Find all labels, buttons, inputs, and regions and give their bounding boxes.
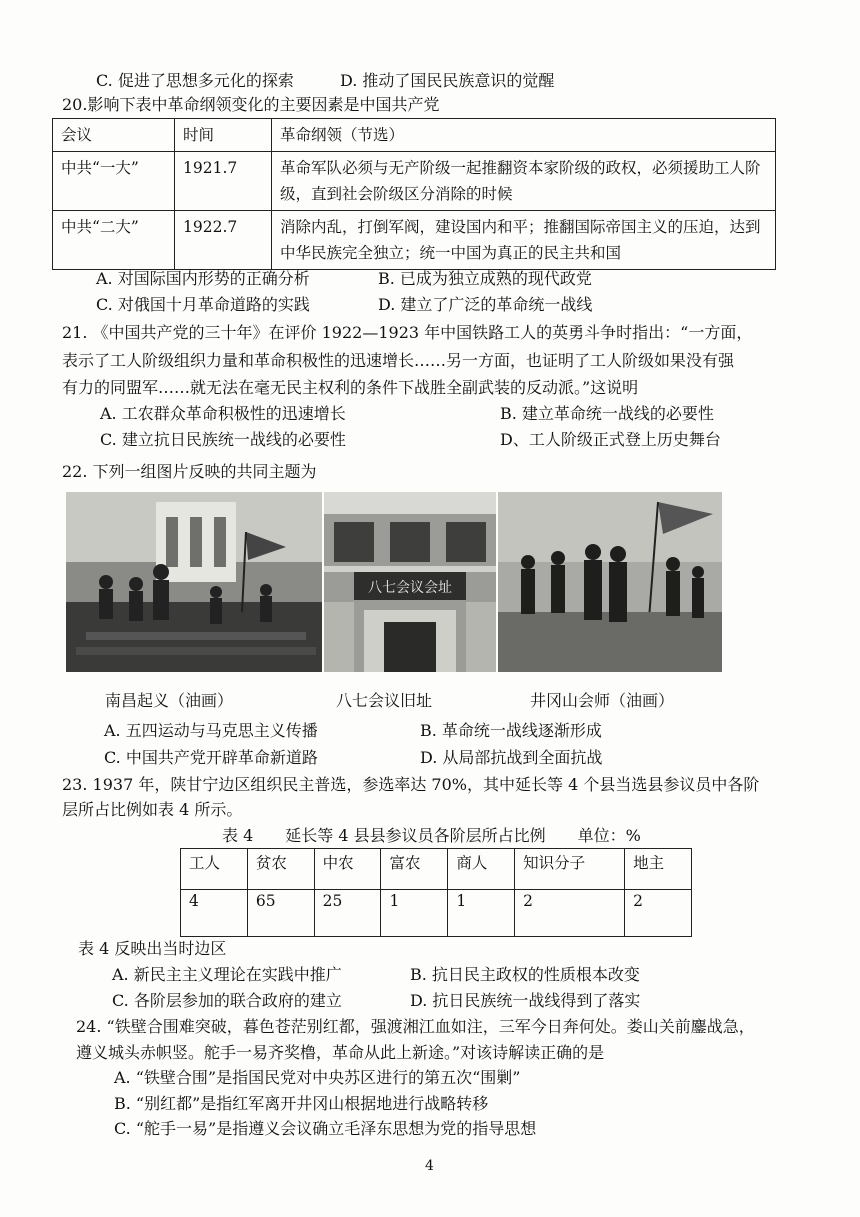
jinggangshan-meeting-painting (498, 492, 722, 672)
table-cell: 2 (515, 890, 625, 937)
header-cell: 地主 (625, 849, 692, 890)
table-cell: 2 (625, 890, 692, 937)
table-cell: 中共“一大” (53, 152, 175, 211)
q20-option-c: C. 对俄国十月革命道路的实践 (96, 295, 310, 314)
header-cell: 工人 (181, 849, 248, 890)
q19-option-d: D. 推动了国民民族意识的觉醒 (340, 71, 555, 90)
q23-line-2: 层所占比例如表 4 所示。 (62, 800, 243, 819)
table-row (53, 152, 776, 211)
table-cell: 25 (314, 890, 381, 937)
q20-option-a: A. 对国际国内形势的正确分析 (96, 269, 310, 288)
q23-table (180, 848, 692, 937)
q21-option-b: B. 建立革命统一战线的必要性 (500, 404, 714, 423)
header-cell: 时间 (175, 119, 272, 152)
q22-stem: 22. 下列一组图片反映的共同主题为 (62, 462, 317, 481)
q24-line-1: 24. “铁壁合围难突破，暮色苍茫别红都，强渡湘江血如注，三军今日奔何处。娄山关前鏖战急， (76, 1017, 755, 1036)
q22-option-b: B. 革命统一战线逐渐形成 (420, 721, 602, 740)
q23-option-c: C. 各阶层参加的联合政府的建立 (112, 991, 342, 1010)
header-cell: 贫农 (247, 849, 314, 890)
header-cell: 富农 (381, 849, 448, 890)
meeting-site-sign: 八七会议会址 (368, 580, 452, 596)
header-cell: 商人 (448, 849, 515, 890)
table-cell: 消除内乱，打倒军阀，建设国内和平；推翻国际帝国主义的压迫，达到中华民族完全独立；统一中国为真正的民主共和国 (272, 211, 776, 270)
q22-option-d: D. 从局部抗战到全面抗战 (420, 748, 603, 767)
q21-line-3: 有力的同盟军……就无法在毫无民主权利的条件下战胜全副武装的反动派。”这说明 (62, 378, 639, 397)
q22-option-a: A. 五四运动与马克思主义传播 (104, 721, 318, 740)
table-cell: 中共“二大” (53, 211, 175, 270)
table-row (53, 211, 776, 270)
header-cell: 革命纲领（节选） (272, 119, 776, 152)
q24-option-a: A. “铁壁合围”是指国民党对中央苏区进行的第五次“围剿” (114, 1068, 521, 1087)
q23-option-d: D. 抗日民族统一战线得到了落实 (410, 991, 641, 1010)
table-header-row (53, 119, 776, 152)
table-4-caption: 表 4 延长等 4 县县参议员各阶层所占比例 单位：% (222, 826, 641, 845)
header-cell: 中农 (314, 849, 381, 890)
q20-option-b: B. 已成为独立成熟的现代政党 (378, 269, 592, 288)
q24-line-2: 遵义城头赤帜竖。舵手一易齐奖橹，革命从此上新途。”对该诗解读正确的是 (76, 1043, 605, 1062)
q21-line-2: 表示了工人阶级组织力量和革命积极性的迅速增长……另一方面，也证明了工人阶级如果没有强 (62, 351, 735, 370)
table-cell: 65 (247, 890, 314, 937)
header-cell: 知识分子 (515, 849, 625, 890)
q21-line-1: 21. 《中国共产党的三十年》在评价 1922—1923 年中国铁路工人的英勇斗争时指出：“一方面， (62, 323, 753, 342)
caption-august-seventh: 八七会议旧址 (336, 691, 433, 710)
q23-option-b: B. 抗日民主政权的性质根本改变 (410, 965, 640, 984)
q23-option-a: A. 新民主主义理论在实践中推广 (112, 965, 342, 984)
table-row (181, 890, 692, 937)
q22-photo-strip (66, 492, 722, 672)
nanchang-uprising-painting (66, 492, 322, 672)
table-cell: 革命军队必须与无产阶级一起推翻资本家阶级的政权，必须援助工人阶级，直到社会阶级区分消除的时候 (272, 152, 776, 211)
table-cell: 1921.7 (175, 152, 272, 211)
q24-option-c: C. “舵手一易”是指遵义会议确立毛泽东思想为党的指导思想 (114, 1119, 537, 1138)
q22-option-c: C. 中国共产党开辟革命新道路 (104, 748, 318, 767)
august-seventh-meeting-site-photo (324, 492, 496, 672)
table-cell: 4 (181, 890, 248, 937)
q21-option-a: A. 工农群众革命积极性的迅速增长 (100, 404, 346, 423)
table-cell: 1922.7 (175, 211, 272, 270)
table-cell: 1 (448, 890, 515, 937)
q23-stem: 表 4 反映出当时边区 (78, 939, 227, 958)
q20-stem: 20.影响下表中革命纲领变化的主要因素是中国共产党 (62, 95, 440, 114)
header-cell: 会议 (53, 119, 175, 152)
q24-option-b: B. “别红都”是指红军离开井冈山根据地进行战略转移 (114, 1094, 489, 1113)
table-header-row (181, 849, 692, 890)
page-number: 4 (425, 1158, 434, 1174)
q20-table (52, 118, 776, 270)
q21-option-c: C. 建立抗日民族统一战线的必要性 (100, 430, 346, 449)
caption-nanchang: 南昌起义（油画） (105, 691, 234, 710)
q20-option-d: D. 建立了广泛的革命统一战线 (378, 295, 593, 314)
q19-option-c: C. 促进了思想多元化的探索 (96, 71, 294, 90)
q21-option-d: D、工人阶级正式登上历史舞台 (500, 430, 721, 449)
table-cell: 1 (381, 890, 448, 937)
q23-line-1: 23. 1937 年，陕甘宁边区组织民主普选，参选率达 70%，其中延长等 4 个县当选县参议员中各阶 (62, 775, 760, 794)
caption-jinggangshan: 井冈山会师（油画） (530, 691, 675, 710)
